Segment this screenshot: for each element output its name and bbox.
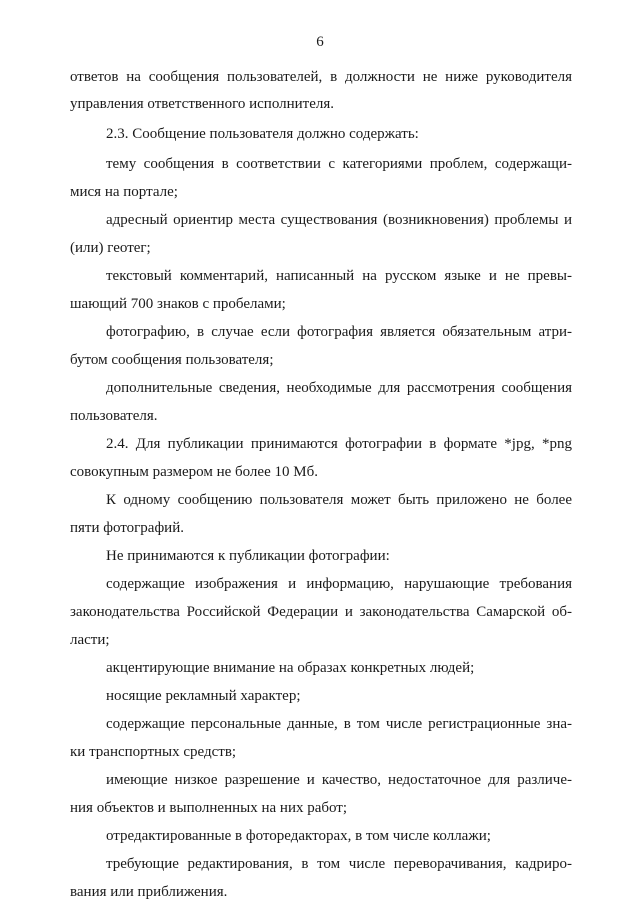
- text-line: дополнительные сведения, необходимые для рассмотрения сообщения: [106, 380, 572, 396]
- text-line: фотографию, в случае если фотография является обязательным атри-: [106, 324, 572, 340]
- text-line: законодательства Российской Федерации и законодательства Самарской об-: [70, 604, 572, 620]
- text-line: 2.4. Для публикации принимаются фотографии в формате *jpg, *png: [106, 436, 572, 452]
- text-line: пяти фотографий.: [70, 520, 184, 536]
- text-line: Не принимаются к публикации фотографии:: [106, 548, 390, 564]
- text-line: адресный ориентир места существования (возникновения) проблемы и: [106, 212, 572, 228]
- text-line: шающий 700 знаков с пробелами;: [70, 296, 286, 312]
- text-line: вания или приближения.: [70, 884, 228, 900]
- text-line: отредактированные в фоторедакторах, в том числе коллажи;: [106, 828, 491, 844]
- page-number: 6: [316, 34, 324, 50]
- text-line: ответов на сообщения пользователей, в должности не ниже руководителя: [70, 69, 572, 85]
- text-line: текстовый комментарий, написанный на русском языке и не превы-: [106, 268, 572, 284]
- text-line: управления ответственного исполнителя.: [70, 96, 335, 112]
- text-line: содержащие персональные данные, в том числе регистрационные зна-: [106, 716, 572, 732]
- text-line: К одному сообщению пользователя может быть приложено не более: [106, 492, 572, 508]
- text-line: акцентирующие внимание на образах конкретных людей;: [106, 660, 475, 676]
- text-line: носящие рекламный характер;: [106, 688, 301, 704]
- text-line: (или) геотег;: [70, 240, 151, 256]
- text-line: ния объектов и выполненных на них работ;: [70, 800, 348, 816]
- text-line: тему сообщения в соответствии с категориями проблем, содержащи-: [106, 156, 572, 172]
- text-line: ки транспортных средств;: [70, 744, 237, 760]
- text-line: пользователя.: [70, 408, 158, 424]
- text-line: мися на портале;: [70, 184, 178, 200]
- text-line: 2.3. Сообщение пользователя должно содержать:: [106, 126, 419, 142]
- text-line: содержащие изображения и информацию, нарушающие требования: [106, 576, 572, 592]
- text-line: бутом сообщения пользователя;: [70, 352, 274, 368]
- text-line: имеющие низкое разрешение и качество, недостаточное для различе-: [106, 772, 572, 788]
- text-line: ласти;: [70, 632, 110, 648]
- text-line: требующие редактирования, в том числе переворачивания, кадриро-: [106, 856, 572, 872]
- text-line: совокупным размером не более 10 Мб.: [70, 464, 318, 480]
